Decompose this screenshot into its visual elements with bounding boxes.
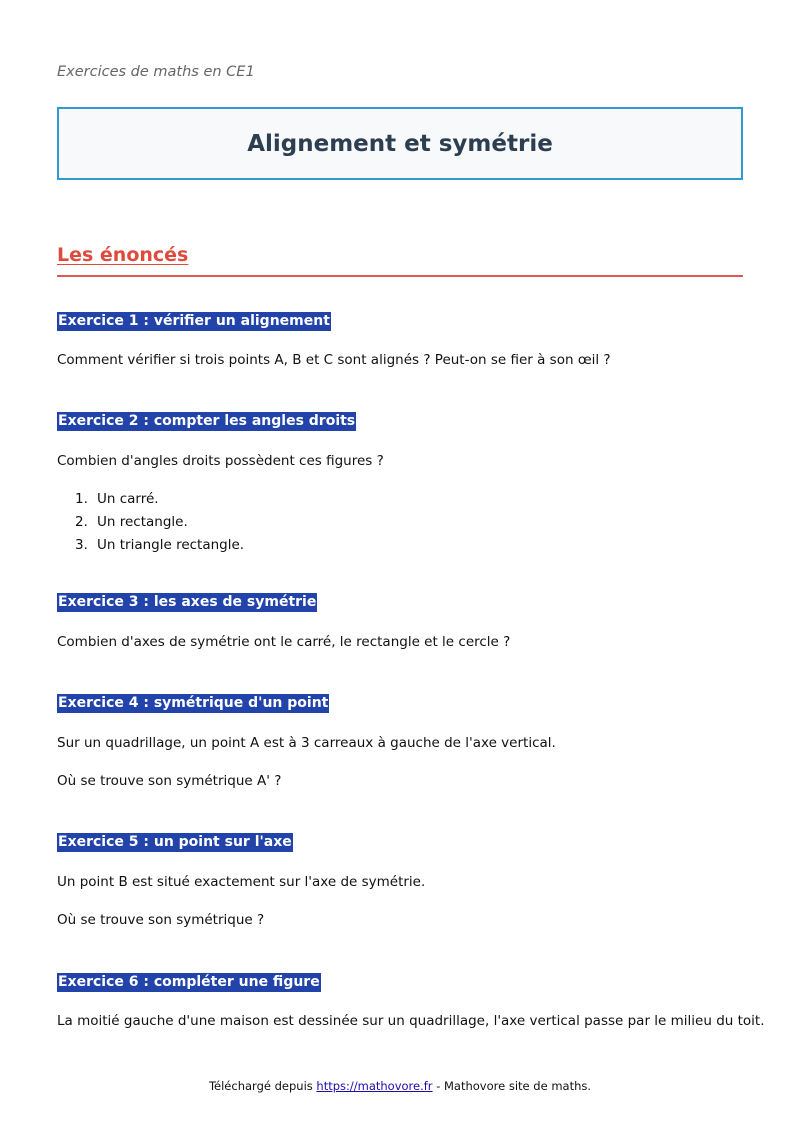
exercise-2-title: Exercice 2 : compter les angles droits bbox=[58, 413, 356, 429]
exercise-6-text: La moitié gauche d'une maison est dessinée sur un quadrillage, l'axe vertical passe par le milieu du toit. bbox=[57, 1013, 765, 1029]
exercise-4-title: Exercice 4 : symétrique d'un point bbox=[58, 695, 329, 711]
exercise-5-text-2: Où se trouve son symétrique ? bbox=[57, 912, 265, 928]
list-item-number: 1. bbox=[75, 491, 88, 507]
list-item bbox=[75, 511, 244, 534]
section-heading bbox=[57, 244, 743, 277]
list-item bbox=[75, 488, 244, 511]
exercise-4-text-1: Sur un quadrillage, un point A est à 3 carreaux à gauche de l'axe vertical. bbox=[57, 735, 556, 751]
page-footer bbox=[0, 1079, 800, 1093]
exercise-2-text: Combien d'angles droits possèdent ces figures ? bbox=[57, 453, 384, 469]
exercise-5-text-1: Un point B est situé exactement sur l'axe de symétrie. bbox=[57, 874, 426, 890]
list-item-text: Un carré. bbox=[97, 491, 159, 507]
list-item bbox=[75, 534, 244, 557]
section-heading-label: Les énoncés bbox=[57, 244, 189, 266]
document-subtitle: Exercices de maths en CE1 bbox=[57, 64, 255, 80]
exercise-1-title: Exercice 1 : vérifier un alignement bbox=[58, 313, 330, 329]
footer-prefix: Téléchargé depuis bbox=[208, 1079, 317, 1093]
footer-suffix: - Mathovore site de maths. bbox=[432, 1079, 592, 1093]
footer-link[interactable]: https://mathovore.fr bbox=[316, 1079, 433, 1093]
list-item-text: Un rectangle. bbox=[97, 514, 188, 530]
exercise-5-title: Exercice 5 : un point sur l'axe bbox=[58, 834, 292, 850]
page-title: Alignement et symétrie bbox=[247, 130, 553, 157]
exercise-2-list bbox=[75, 488, 244, 557]
list-item-number: 3. bbox=[75, 537, 88, 553]
exercise-6-title: Exercice 6 : compléter une figure bbox=[58, 974, 320, 990]
list-item-text: Un triangle rectangle. bbox=[97, 537, 245, 553]
exercise-3-text: Combien d'axes de symétrie ont le carré, le rectangle et le cercle ? bbox=[57, 634, 511, 650]
exercise-1-text: Comment vérifier si trois points A, B et C sont alignés ? Peut-on se fier à son œil ? bbox=[57, 352, 611, 368]
exercise-3-title: Exercice 3 : les axes de symétrie bbox=[58, 594, 317, 610]
exercise-4-text-2: Où se trouve son symétrique A' ? bbox=[57, 773, 282, 789]
list-item-number: 2. bbox=[75, 514, 88, 530]
title-box bbox=[57, 107, 743, 180]
